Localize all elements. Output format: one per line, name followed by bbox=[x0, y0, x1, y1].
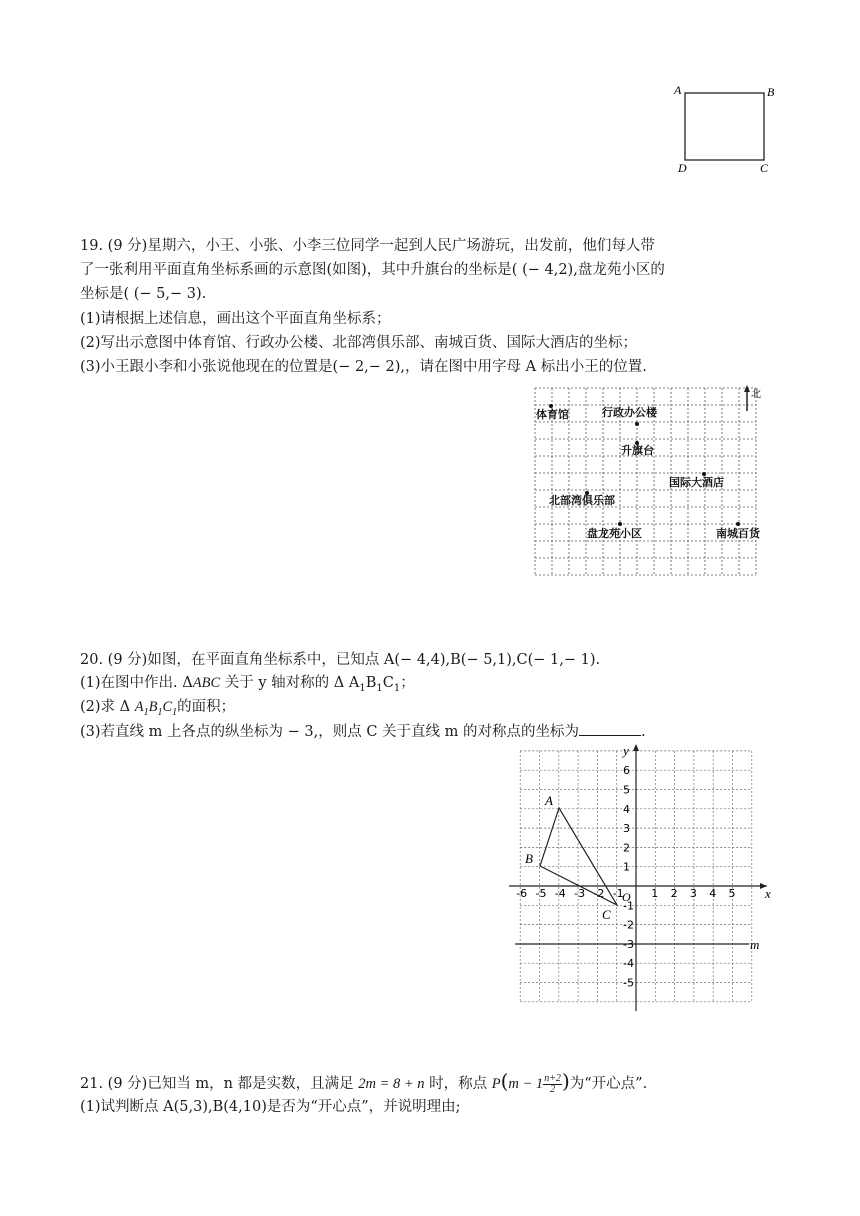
label-b: B bbox=[767, 85, 775, 99]
place-panlong: 盘龙苑小区 bbox=[587, 527, 642, 540]
q20-item3 bbox=[80, 721, 646, 742]
x-tick-label: -3 bbox=[574, 887, 586, 900]
x-tick-label: 3 bbox=[689, 887, 697, 900]
q19-line2: 了一张利用平面直角坐标系画的示意图(如图)，其中升旗台的坐标是( (− 4,2),盘龙苑小区的 bbox=[80, 262, 665, 278]
north-arrow bbox=[744, 385, 761, 411]
q20-item1: (1)在图中作出. ΔABC 关于 y 轴对称的 Δ $A_1B_1C_1$； bbox=[80, 675, 415, 694]
q20-item1-d: C bbox=[382, 675, 394, 691]
q21-item1: (1)试判断点 A(5,3),B(4,10)是否为“开心点”，并说明理由; bbox=[80, 1099, 461, 1115]
x-tick-label: -1 bbox=[612, 887, 624, 900]
x-tick-label: 1 bbox=[651, 887, 659, 900]
label-a: A bbox=[674, 83, 682, 97]
place-flag: 升旗台 bbox=[621, 444, 654, 457]
q19-line1: 19. (9 分)星期六，小王、小张、小李三位同学一起到人民广场游玩，出发前，他们每人带 bbox=[80, 238, 655, 254]
y-tick-label: 2 bbox=[623, 841, 630, 855]
q20-item2 bbox=[80, 697, 235, 723]
x-tick-label: -2 bbox=[593, 887, 605, 900]
y-tick-label: 3 bbox=[623, 822, 630, 836]
q20-item2-tri: $A_1B_1C_1$ bbox=[134, 699, 178, 718]
line-m-label: m bbox=[750, 937, 760, 952]
x-tick-label: 4 bbox=[709, 887, 717, 900]
q20-item2-a: (2)求 Δ bbox=[80, 699, 135, 715]
q21-line1: 21. (9 分)已知当 m，n 都是实数，且满足 2m = 8 + n 时，称点 P(m − 1 $\frac{n+2}{2}$ )为“开心点”. bbox=[80, 1069, 648, 1095]
q20-item2-b: 的面积； bbox=[177, 699, 236, 715]
rectangle-abcd bbox=[685, 93, 764, 160]
q21-fraction bbox=[543, 1074, 562, 1095]
place-store: 南城百货 bbox=[716, 527, 760, 540]
q21-line1-c: 为“开心点”. bbox=[569, 1076, 648, 1092]
point-c-label: C bbox=[602, 907, 611, 922]
x-tick-label: 5 bbox=[728, 887, 736, 900]
q20-item3-text: (3)若直线 m 上各点的纵坐标为 − 3,，则点 C 关于直线 m 的对称点的坐标为 bbox=[80, 724, 579, 740]
y-tick-labels bbox=[623, 764, 634, 989]
label-d: D bbox=[678, 161, 687, 175]
q21-m1: m − 1 bbox=[508, 1076, 544, 1092]
north-label: 北 bbox=[751, 389, 761, 400]
y-tick-label: 4 bbox=[623, 802, 630, 816]
map-figure bbox=[530, 383, 778, 595]
q19-item2: (2)写出示意图中体育馆、行政办公楼、北部湾俱乐部、南城百货、国际大酒店的坐标； bbox=[80, 335, 638, 351]
q19-item3: (3)小王跟小李和小张说他现在的位置是(− 2,− 2),，请在图中用字母 A 标出小王的位置. bbox=[80, 359, 647, 375]
rectangle-figure bbox=[670, 80, 780, 180]
x-tick-label: 2 bbox=[670, 887, 678, 900]
point-b-label: B bbox=[525, 851, 533, 866]
y-tick-label: -2 bbox=[623, 918, 634, 932]
y-tick-label: 1 bbox=[623, 860, 630, 874]
q20-item1-abc: ABC bbox=[192, 675, 221, 691]
y-tick-label: -3 bbox=[623, 937, 634, 951]
q20-item1-e: ； bbox=[400, 675, 415, 691]
q21-p: P bbox=[491, 1076, 501, 1092]
origin-label: O bbox=[622, 890, 631, 904]
y-tick-label: -4 bbox=[623, 957, 634, 971]
y-tick-label: 5 bbox=[623, 783, 630, 797]
x-tick-label: -4 bbox=[554, 887, 566, 900]
q21-frac-num: n+2 bbox=[544, 1072, 561, 1084]
q21-eq: 2m = 8 + n bbox=[358, 1076, 425, 1092]
q20-item1-b: 关于 y 轴对称的 Δ A bbox=[220, 675, 360, 691]
q21-frac-den: 2 bbox=[550, 1083, 556, 1095]
point-a-label: A bbox=[545, 793, 553, 808]
q20-item3-end: . bbox=[641, 724, 646, 740]
q20-line1: 20. (9 分)如图，在平面直角坐标系中，已知点 A(− 4,4),B(− 5,1),C(− 1,− 1). bbox=[80, 652, 601, 668]
q20-item1-a: (1)在图中作出. Δ bbox=[80, 675, 193, 691]
y-axis-label: y bbox=[623, 743, 629, 758]
x-axis-label: x bbox=[765, 886, 771, 901]
place-club: 北部湾俱乐部 bbox=[549, 494, 615, 507]
label-c: C bbox=[760, 161, 769, 175]
answer-blank[interactable] bbox=[579, 721, 641, 736]
coordinate-grid bbox=[505, 741, 785, 1016]
place-admin: 行政办公楼 bbox=[602, 406, 657, 419]
x-tick-label: -6 bbox=[516, 887, 528, 900]
q21-line1-a: 21. (9 分)已知当 m，n 都是实数，且满足 bbox=[80, 1076, 359, 1092]
x-tick-label: -5 bbox=[535, 887, 547, 900]
q19-item1: (1)请根据上述信息，画出这个平面直角坐标系； bbox=[80, 311, 391, 327]
q21-line1-b: 时，称点 bbox=[424, 1076, 492, 1092]
place-hotel: 国际大酒店 bbox=[669, 476, 724, 489]
axes bbox=[509, 746, 767, 1011]
y-tick-label: -5 bbox=[623, 976, 634, 990]
q19-line3: 坐标是( (− 5,− 3). bbox=[80, 286, 207, 302]
y-tick-label: 6 bbox=[623, 764, 630, 778]
place-gym: 体育馆 bbox=[536, 408, 569, 421]
q20-item1-c: B bbox=[365, 675, 377, 691]
y-tick-label: -1 bbox=[623, 899, 634, 913]
